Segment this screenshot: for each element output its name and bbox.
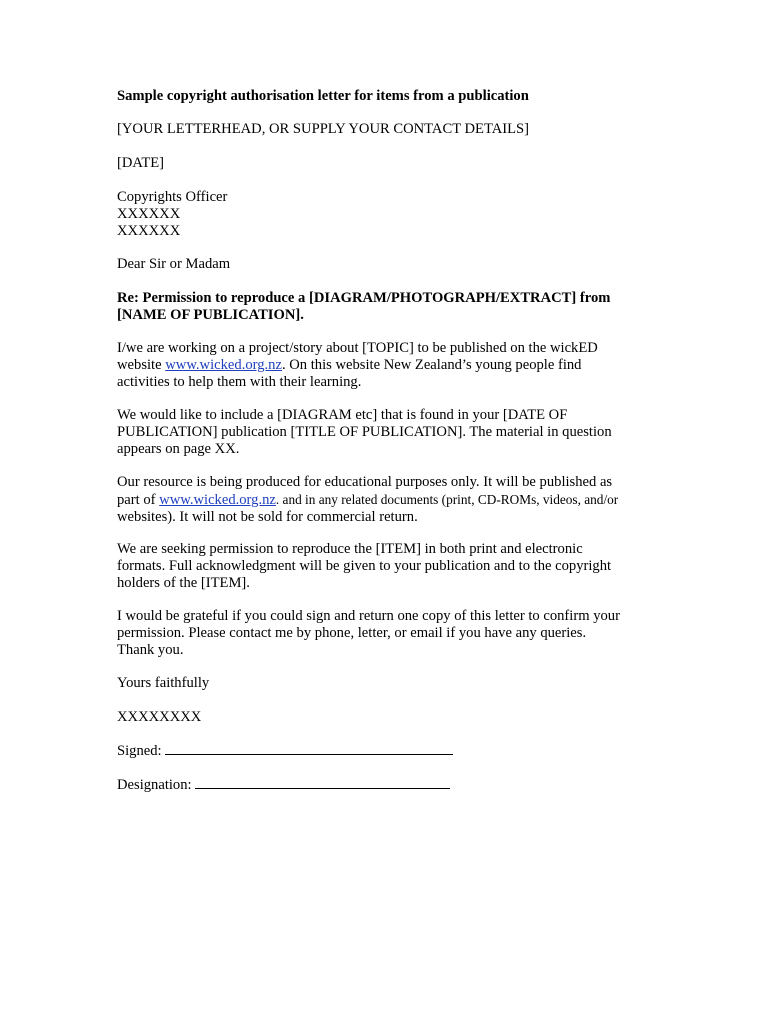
paragraph-line	[117, 491, 618, 509]
paragraph-line: Our resource is being produced for educational purposes only. It will be published as	[117, 474, 613, 490]
paragraph-sign-request	[117, 608, 620, 659]
paragraph-line: I/we are working on a project/story about [TOPIC] to be published on the wickED	[117, 340, 598, 356]
designation-label: Designation:	[117, 777, 192, 793]
paragraph-project	[117, 340, 598, 391]
subject-text: Re: Permission to reproduce a [DIAGRAM/PHOTOGRAPH/EXTRACT] from	[117, 290, 611, 306]
paragraph-line: formats. Full acknowledgment will be given to your publication and to the copyright	[117, 558, 612, 574]
paragraph-purpose	[117, 474, 618, 526]
date-placeholder: [DATE]	[117, 155, 165, 171]
salutation: Dear Sir or Madam	[117, 256, 231, 272]
text-segment: part of	[117, 492, 160, 508]
paragraph-permission-request	[117, 541, 611, 592]
paragraph-item-location	[117, 407, 612, 458]
subject-text: [NAME OF PUBLICATION].	[117, 307, 304, 323]
paragraph-line: PUBLICATION] publication [TITLE OF PUBLICATION]. The material in question	[117, 424, 612, 440]
subject-line	[117, 290, 610, 324]
wicked-website-link[interactable]: www.wicked.org.nz	[159, 492, 276, 508]
recipient-line: XXXXXX	[117, 223, 181, 239]
text-segment: . and in any related documents (print, CD-ROMs, videos, and/or	[275, 492, 619, 507]
signature-line[interactable]	[165, 742, 453, 755]
paragraph-line: Thank you.	[117, 642, 184, 658]
recipient-line: XXXXXX	[117, 206, 181, 222]
paragraph-line: holders of the [ITEM].	[117, 575, 250, 591]
text-segment: website	[117, 357, 166, 373]
paragraph-line: permission. Please contact me by phone, letter, or email if you have any queries.	[117, 625, 587, 641]
paragraph-line: We would like to include a [DIAGRAM etc] that is found in your [DATE OF	[117, 407, 568, 423]
closing: Yours faithfully	[117, 675, 210, 691]
recipient-block	[117, 189, 227, 240]
signed-label: Signed:	[117, 743, 162, 759]
designation-line[interactable]	[195, 776, 450, 789]
text-segment: . On this website New Zealand’s young people find	[281, 357, 582, 373]
paragraph-line: appears on page XX.	[117, 441, 240, 457]
sender-name: XXXXXXXX	[117, 709, 202, 725]
paragraph-line: websites). It will not be sold for commercial return.	[117, 509, 418, 525]
wicked-website-link[interactable]: www.wicked.org.nz	[165, 357, 282, 373]
letterhead-placeholder: [YOUR LETTERHEAD, OR SUPPLY YOUR CONTACT DETAILS]	[117, 121, 529, 137]
paragraph-line	[117, 357, 598, 374]
paragraph-line: We are seeking permission to reproduce the [ITEM] in both print and electronic	[117, 541, 583, 557]
recipient-line: Copyrights Officer	[117, 189, 228, 205]
designation-field	[117, 776, 450, 794]
paragraph-line: activities to help them with their learning.	[117, 374, 362, 390]
document-title: Sample copyright authorisation letter for items from a publication	[117, 88, 529, 104]
paragraph-line: I would be grateful if you could sign and return one copy of this letter to confirm your	[117, 608, 620, 624]
signed-field	[117, 742, 453, 760]
